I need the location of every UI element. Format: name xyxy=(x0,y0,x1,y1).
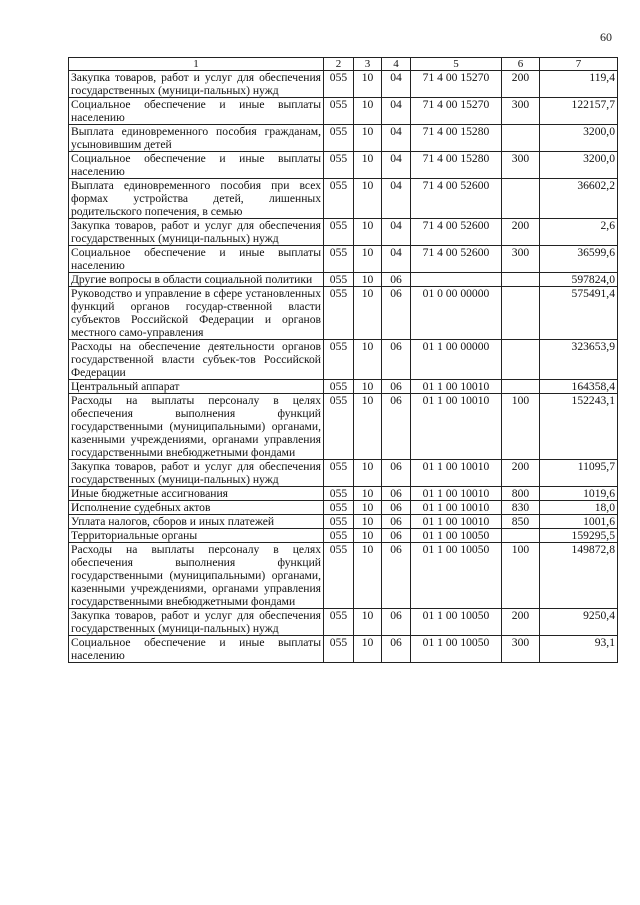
table-row xyxy=(69,125,618,152)
ministry-code-cell: 055 xyxy=(324,487,354,501)
subsection-code-cell: 06 xyxy=(382,287,411,340)
expense-type-cell xyxy=(502,287,540,340)
target-article-cell: 71 4 00 15270 xyxy=(411,71,502,98)
table-row xyxy=(69,394,618,460)
subsection-code-cell: 06 xyxy=(382,273,411,287)
expense-name-cell: Закупка товаров, работ и услуг для обеспечения государственных (муници-пальных) нужд xyxy=(69,609,324,636)
target-article-cell: 01 1 00 10010 xyxy=(411,460,502,487)
expense-name-cell: Выплата единовременного пособия гражданам, усыновившим детей xyxy=(69,125,324,152)
section-code-cell: 10 xyxy=(354,152,382,179)
target-article-cell: 01 1 00 10050 xyxy=(411,636,502,663)
section-code-cell: 10 xyxy=(354,98,382,125)
expense-name-cell: Расходы на выплаты персоналу в целях обеспечения выполнения функций государственными (муниципальными) органами, казенными учреждениями, органами управления государственными внебюджетными фондами xyxy=(69,394,324,460)
subsection-code-cell: 06 xyxy=(382,501,411,515)
amount-cell: 1001,6 xyxy=(540,515,618,529)
expense-name-cell: Территориальные органы xyxy=(69,529,324,543)
amount-cell: 18,0 xyxy=(540,501,618,515)
ministry-code-cell: 055 xyxy=(324,394,354,460)
expense-type-cell xyxy=(502,273,540,287)
section-code-cell: 10 xyxy=(354,609,382,636)
column-header: 3 xyxy=(354,58,382,71)
ministry-code-cell: 055 xyxy=(324,125,354,152)
ministry-code-cell: 055 xyxy=(324,529,354,543)
section-code-cell: 10 xyxy=(354,273,382,287)
amount-cell: 2,6 xyxy=(540,219,618,246)
expense-type-cell: 300 xyxy=(502,246,540,273)
column-header: 6 xyxy=(502,58,540,71)
expense-name-cell: Закупка товаров, работ и услуг для обеспечения государственных (муници-пальных) нужд xyxy=(69,219,324,246)
column-header: 5 xyxy=(411,58,502,71)
amount-cell: 119,4 xyxy=(540,71,618,98)
expense-name-cell: Руководство и управление в сфере установленных функций органов государ-ственной власти субъектов Российской Федерации и органов местного само-управления xyxy=(69,287,324,340)
table-row xyxy=(69,179,618,219)
subsection-code-cell: 04 xyxy=(382,246,411,273)
ministry-code-cell: 055 xyxy=(324,609,354,636)
ministry-code-cell: 055 xyxy=(324,380,354,394)
column-header: 1 xyxy=(69,58,324,71)
expense-name-cell: Социальное обеспечение и иные выплаты населению xyxy=(69,152,324,179)
ministry-code-cell: 055 xyxy=(324,152,354,179)
expense-type-cell: 200 xyxy=(502,460,540,487)
subsection-code-cell: 06 xyxy=(382,529,411,543)
ministry-code-cell: 055 xyxy=(324,515,354,529)
amount-cell: 11095,7 xyxy=(540,460,618,487)
table-row xyxy=(69,246,618,273)
section-code-cell: 10 xyxy=(354,71,382,98)
expense-type-cell: 100 xyxy=(502,394,540,460)
amount-cell: 575491,4 xyxy=(540,287,618,340)
expense-name-cell: Закупка товаров, работ и услуг для обеспечения государственных (муници-пальных) нужд xyxy=(69,71,324,98)
table-row xyxy=(69,487,618,501)
subsection-code-cell: 06 xyxy=(382,460,411,487)
section-code-cell: 10 xyxy=(354,636,382,663)
target-article-cell: 71 4 00 15280 xyxy=(411,152,502,179)
expense-type-cell xyxy=(502,529,540,543)
section-code-cell: 10 xyxy=(354,460,382,487)
column-header: 7 xyxy=(540,58,618,71)
page-number: 60 xyxy=(600,30,612,44)
expense-type-cell: 850 xyxy=(502,515,540,529)
expense-type-cell xyxy=(502,340,540,380)
ministry-code-cell: 055 xyxy=(324,287,354,340)
ministry-code-cell: 055 xyxy=(324,636,354,663)
budget-table xyxy=(68,57,618,663)
ministry-code-cell: 055 xyxy=(324,219,354,246)
subsection-code-cell: 06 xyxy=(382,487,411,501)
table-row xyxy=(69,152,618,179)
target-article-cell xyxy=(411,273,502,287)
section-code-cell: 10 xyxy=(354,246,382,273)
subsection-code-cell: 06 xyxy=(382,543,411,609)
subsection-code-cell: 06 xyxy=(382,340,411,380)
ministry-code-cell: 055 xyxy=(324,460,354,487)
expense-name-cell: Исполнение судебных актов xyxy=(69,501,324,515)
target-article-cell: 71 4 00 15270 xyxy=(411,98,502,125)
amount-cell: 122157,7 xyxy=(540,98,618,125)
amount-cell: 164358,4 xyxy=(540,380,618,394)
column-header: 2 xyxy=(324,58,354,71)
section-code-cell: 10 xyxy=(354,543,382,609)
table-row xyxy=(69,71,618,98)
expense-type-cell: 300 xyxy=(502,636,540,663)
target-article-cell: 01 1 00 10010 xyxy=(411,380,502,394)
amount-cell: 149872,8 xyxy=(540,543,618,609)
target-article-cell: 71 4 00 15280 xyxy=(411,125,502,152)
table-row xyxy=(69,543,618,609)
expense-name-cell: Иные бюджетные ассигнования xyxy=(69,487,324,501)
amount-cell: 3200,0 xyxy=(540,152,618,179)
subsection-code-cell: 06 xyxy=(382,609,411,636)
table-row xyxy=(69,380,618,394)
expense-name-cell: Центральный аппарат xyxy=(69,380,324,394)
section-code-cell: 10 xyxy=(354,380,382,394)
table-row xyxy=(69,529,618,543)
ministry-code-cell: 055 xyxy=(324,98,354,125)
table-row xyxy=(69,273,618,287)
table-row xyxy=(69,219,618,246)
ministry-code-cell: 055 xyxy=(324,543,354,609)
ministry-code-cell: 055 xyxy=(324,71,354,98)
table-row xyxy=(69,609,618,636)
expense-name-cell: Уплата налогов, сборов и иных платежей xyxy=(69,515,324,529)
expense-type-cell xyxy=(502,125,540,152)
expense-type-cell xyxy=(502,380,540,394)
expense-type-cell xyxy=(502,179,540,219)
ministry-code-cell: 055 xyxy=(324,501,354,515)
expense-name-cell: Социальное обеспечение и иные выплаты населению xyxy=(69,636,324,663)
subsection-code-cell: 06 xyxy=(382,380,411,394)
amount-cell: 323653,9 xyxy=(540,340,618,380)
expense-name-cell: Расходы на обеспечение деятельности органов государственной власти субъек-тов Российской Федерации xyxy=(69,340,324,380)
expense-name-cell: Другие вопросы в области социальной политики xyxy=(69,273,324,287)
target-article-cell: 01 1 00 10010 xyxy=(411,515,502,529)
section-code-cell: 10 xyxy=(354,501,382,515)
amount-cell: 159295,5 xyxy=(540,529,618,543)
subsection-code-cell: 06 xyxy=(382,636,411,663)
expense-type-cell: 830 xyxy=(502,501,540,515)
expense-name-cell: Расходы на выплаты персоналу в целях обеспечения выполнения функций государственными (муниципальными) органами, казенными учреждениями, органами управления государственными внебюджетными фондами xyxy=(69,543,324,609)
expense-type-cell: 800 xyxy=(502,487,540,501)
table-row xyxy=(69,636,618,663)
target-article-cell: 01 1 00 10050 xyxy=(411,543,502,609)
expense-type-cell: 200 xyxy=(502,219,540,246)
amount-cell: 36602,2 xyxy=(540,179,618,219)
subsection-code-cell: 04 xyxy=(382,125,411,152)
expense-type-cell: 200 xyxy=(502,71,540,98)
section-code-cell: 10 xyxy=(354,287,382,340)
expense-name-cell: Закупка товаров, работ и услуг для обеспечения государственных (муници-пальных) нужд xyxy=(69,460,324,487)
subsection-code-cell: 06 xyxy=(382,394,411,460)
expense-name-cell: Социальное обеспечение и иные выплаты населению xyxy=(69,98,324,125)
subsection-code-cell: 06 xyxy=(382,515,411,529)
subsection-code-cell: 04 xyxy=(382,152,411,179)
target-article-cell: 71 4 00 52600 xyxy=(411,219,502,246)
table-row xyxy=(69,287,618,340)
section-code-cell: 10 xyxy=(354,125,382,152)
target-article-cell: 01 1 00 00000 xyxy=(411,340,502,380)
subsection-code-cell: 04 xyxy=(382,219,411,246)
section-code-cell: 10 xyxy=(354,340,382,380)
ministry-code-cell: 055 xyxy=(324,340,354,380)
expense-name-cell: Выплата единовременного пособия при всех формах устройства детей, лишенных родительского попечения, в семью xyxy=(69,179,324,219)
expense-type-cell: 300 xyxy=(502,152,540,179)
column-header: 4 xyxy=(382,58,411,71)
amount-cell: 597824,0 xyxy=(540,273,618,287)
section-code-cell: 10 xyxy=(354,179,382,219)
subsection-code-cell: 04 xyxy=(382,71,411,98)
target-article-cell: 01 1 00 10050 xyxy=(411,609,502,636)
target-article-cell: 01 1 00 10010 xyxy=(411,487,502,501)
target-article-cell: 01 0 00 00000 xyxy=(411,287,502,340)
amount-cell: 152243,1 xyxy=(540,394,618,460)
amount-cell: 9250,4 xyxy=(540,609,618,636)
target-article-cell: 71 4 00 52600 xyxy=(411,246,502,273)
expense-name-cell: Социальное обеспечение и иные выплаты населению xyxy=(69,246,324,273)
amount-cell: 3200,0 xyxy=(540,125,618,152)
table-header-row xyxy=(69,58,618,71)
table-body xyxy=(69,71,618,663)
section-code-cell: 10 xyxy=(354,529,382,543)
amount-cell: 1019,6 xyxy=(540,487,618,501)
table-row xyxy=(69,515,618,529)
ministry-code-cell: 055 xyxy=(324,179,354,219)
target-article-cell: 01 1 00 10050 xyxy=(411,529,502,543)
target-article-cell: 71 4 00 52600 xyxy=(411,179,502,219)
table-row xyxy=(69,460,618,487)
section-code-cell: 10 xyxy=(354,487,382,501)
amount-cell: 36599,6 xyxy=(540,246,618,273)
target-article-cell: 01 1 00 10010 xyxy=(411,501,502,515)
subsection-code-cell: 04 xyxy=(382,179,411,219)
expense-type-cell: 100 xyxy=(502,543,540,609)
subsection-code-cell: 04 xyxy=(382,98,411,125)
section-code-cell: 10 xyxy=(354,394,382,460)
expense-type-cell: 300 xyxy=(502,98,540,125)
amount-cell: 93,1 xyxy=(540,636,618,663)
table-row xyxy=(69,98,618,125)
expense-type-cell: 200 xyxy=(502,609,540,636)
section-code-cell: 10 xyxy=(354,515,382,529)
table-row xyxy=(69,340,618,380)
table-row xyxy=(69,501,618,515)
target-article-cell: 01 1 00 10010 xyxy=(411,394,502,460)
section-code-cell: 10 xyxy=(354,219,382,246)
ministry-code-cell: 055 xyxy=(324,273,354,287)
ministry-code-cell: 055 xyxy=(324,246,354,273)
